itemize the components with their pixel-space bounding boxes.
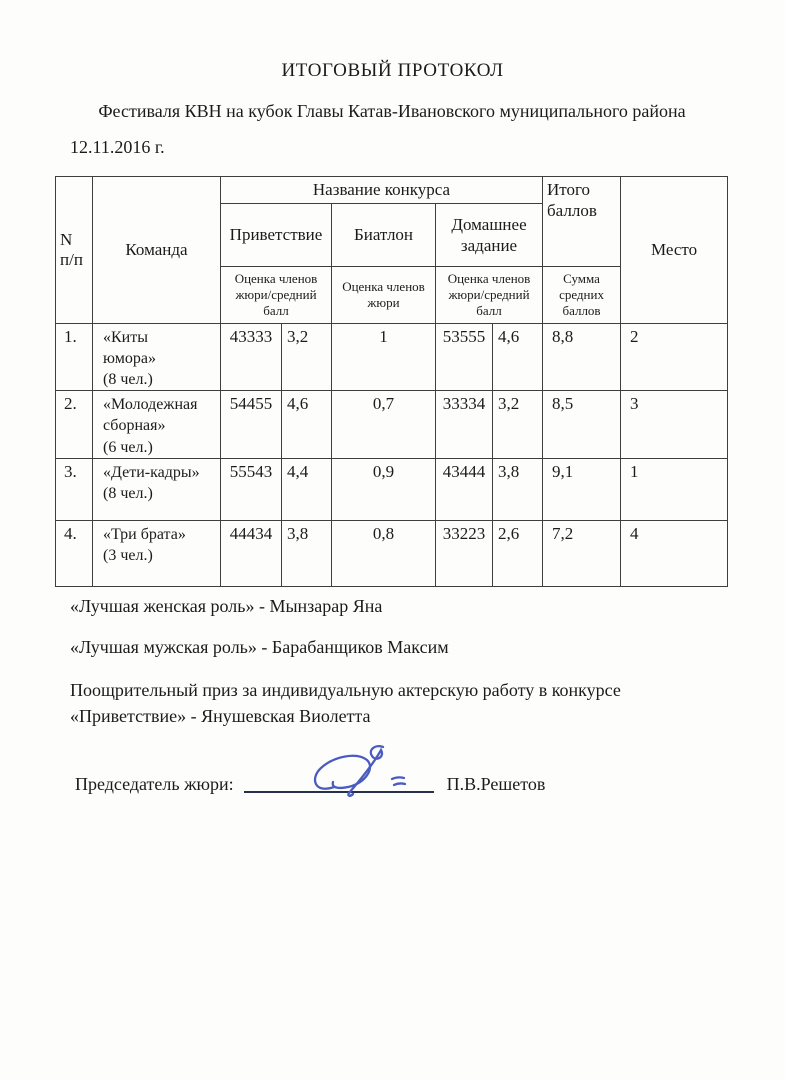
team-size: (6 чел.) xyxy=(103,438,153,456)
team-size: (8 чел.) xyxy=(103,371,153,389)
team-name: «Три брата» xyxy=(103,525,186,543)
header-total: Итого баллов xyxy=(543,177,621,267)
header-team: Команда xyxy=(93,177,221,324)
header-contest-homework: Домашнее задание xyxy=(436,204,543,267)
greeting-average: 4,6 xyxy=(282,391,332,458)
row-number: 2. xyxy=(56,391,93,458)
header-place: Место xyxy=(621,177,728,324)
greeting-scores: 54455 xyxy=(221,391,282,458)
greeting-scores: 44434 xyxy=(221,520,282,586)
header-contest-group: Название конкурса xyxy=(221,177,543,204)
header-num: N п/п xyxy=(56,177,93,324)
greeting-average: 3,8 xyxy=(282,520,332,586)
table-row xyxy=(56,520,728,586)
total-score: 8,5 xyxy=(543,391,621,458)
table-row xyxy=(56,391,728,458)
greeting-scores: 55543 xyxy=(221,458,282,520)
total-score: 7,2 xyxy=(543,520,621,586)
award-incentive-prize: Поощрительный приз за индивидуальную актерскую работу в конкурсе «Приветствие» - Янушевская Виолетта xyxy=(70,680,621,726)
homework-average: 2,6 xyxy=(493,520,543,586)
team-name: «Дети-кадры» xyxy=(103,463,200,481)
signature-block xyxy=(75,769,545,796)
team-name: «Киты юмора» xyxy=(103,329,156,368)
biathlon-score: 1 xyxy=(332,324,436,391)
signature-name: П.В.Решетов xyxy=(446,774,546,794)
header-contest-greeting: Приветствие xyxy=(221,204,332,267)
greeting-average: 4,4 xyxy=(282,458,332,520)
place-value: 3 xyxy=(621,391,728,458)
total-score: 9,1 xyxy=(543,458,621,520)
team-cell xyxy=(93,458,221,520)
header-row-group xyxy=(56,177,728,204)
header-contest-biathlon: Биатлон xyxy=(332,204,436,267)
team-cell xyxy=(93,520,221,586)
row-number: 4. xyxy=(56,520,93,586)
document-date: 12.11.2016 г. xyxy=(70,137,165,157)
place-value: 2 xyxy=(621,324,728,391)
team-size: (8 чел.) xyxy=(103,484,153,502)
subheader-biathlon: Оценка членов жюри xyxy=(332,267,436,324)
team-name: «Молодежная сборная» xyxy=(103,396,198,435)
row-number: 3. xyxy=(56,458,93,520)
homework-scores: 53555 xyxy=(436,324,493,391)
document-title: ИТОГОВЫЙ ПРОТОКОЛ xyxy=(281,60,504,81)
award-best-male-role: «Лучшая мужская роль» - Барабанщиков Максим xyxy=(70,637,449,657)
table-row xyxy=(56,458,728,520)
greeting-average: 3,2 xyxy=(282,324,332,391)
homework-scores: 43444 xyxy=(436,458,493,520)
place-value: 1 xyxy=(621,458,728,520)
results-table xyxy=(55,176,728,587)
handwritten-signature-icon xyxy=(304,741,424,801)
homework-scores: 33223 xyxy=(436,520,493,586)
total-score: 8,8 xyxy=(543,324,621,391)
subheader-total: Сумма средних баллов xyxy=(543,267,621,324)
table-row xyxy=(56,324,728,391)
greeting-scores: 43333 xyxy=(221,324,282,391)
signature-line xyxy=(244,769,434,793)
homework-scores: 33334 xyxy=(436,391,493,458)
team-cell xyxy=(93,391,221,458)
document-subtitle: Фестиваля КВН на кубок Главы Катав-Ивановского муниципального района xyxy=(98,101,686,121)
team-cell xyxy=(93,324,221,391)
homework-average: 3,8 xyxy=(493,458,543,520)
biathlon-score: 0,8 xyxy=(332,520,436,586)
place-value: 4 xyxy=(621,520,728,586)
row-number: 1. xyxy=(56,324,93,391)
subheader-greeting: Оценка членов жюри/средний балл xyxy=(221,267,332,324)
award-best-female-role: «Лучшая женская роль» - Мынзарар Яна xyxy=(70,596,383,616)
team-size: (3 чел.) xyxy=(103,546,153,564)
signature-label: Председатель жюри: xyxy=(75,774,234,794)
homework-average: 4,6 xyxy=(493,324,543,391)
homework-average: 3,2 xyxy=(493,391,543,458)
biathlon-score: 0,7 xyxy=(332,391,436,458)
biathlon-score: 0,9 xyxy=(332,458,436,520)
subheader-homework: Оценка членов жюри/средний балл xyxy=(436,267,543,324)
